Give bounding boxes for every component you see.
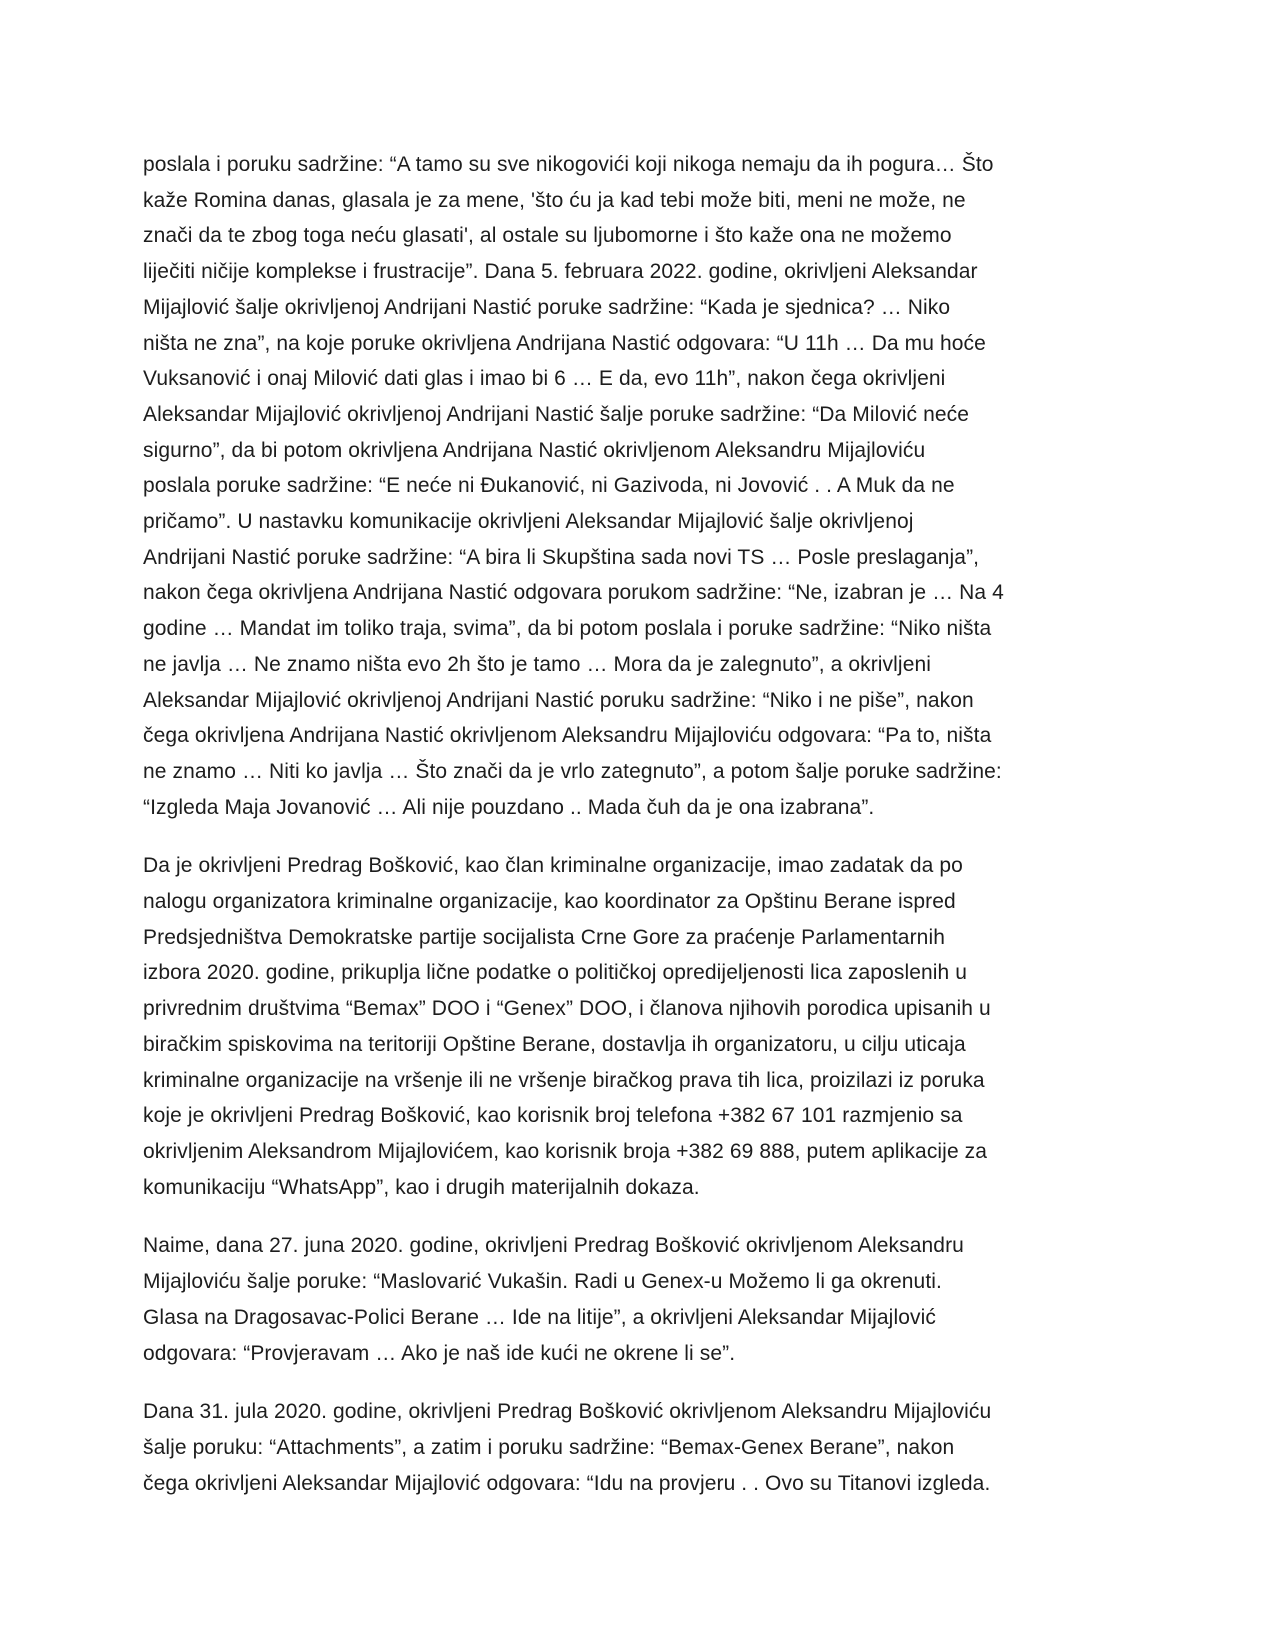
text-line: Andrijani Nastić poruke sadržine: “A bira li Skupština sada novi TS … Posle preslaganja”, <box>143 545 980 569</box>
text-line: poslala poruke sadržine: “E neće ni Đukanović, ni Gazivoda, ni Jovović . . A Muk da ne <box>143 474 955 498</box>
paragraph <box>143 848 1128 1205</box>
text-line: ništa ne zna”, na koje poruke okrivljena Andrijana Nastić odgovara: “U 11h … Da mu hoće <box>143 331 986 355</box>
text-line: Mijajlović šalje okrivljenoj Andrijani Nastić poruke sadržine: “Kada je sjednica? … Niko <box>143 295 951 319</box>
text-line: kriminalne organizacije na vršenje ili ne vršenje biračkog prava tih lica, proizilazi iz poruka <box>143 1068 985 1092</box>
text-line: ne javlja … Ne znamo ništa evo 2h što je tamo … Mora da je zalegnuto”, a okrivljeni <box>143 652 932 676</box>
text-line: kaže Romina danas, glasala je za mene, 'što ću ja kad tebi može biti, meni ne može, ne <box>143 188 966 212</box>
text-line: ne znamo … Niti ko javlja … Što znači da je vrlo zategnuto”, a potom šalje poruke sadržine: <box>143 759 1002 783</box>
text-line: Glasa na Dragosavac-Polici Berane … Ide na litije”, a okrivljeni Aleksandar Mijajlović <box>143 1305 936 1329</box>
text-line: Dana 31. jula 2020. godine, okrivljeni Predrag Bošković okrivljenom Aleksandru Mijajloviću <box>143 1400 992 1424</box>
text-line: Mijajloviću šalje poruke: “Maslovarić Vukašin. Radi u Genex-u Možemo li ga okrenuti. <box>143 1270 942 1294</box>
text-line: nalogu organizatora kriminalne organizacije, kao koordinator za Opštinu Berane ispred <box>143 890 956 914</box>
text-line: Vuksanović i onaj Milović dati glas i imao bi 6 … E da, evo 11h”, nakon čega okrivljeni <box>143 367 946 391</box>
paragraph <box>143 1394 1128 1501</box>
text-line: Predsjedništva Demokratske partije socijalista Crne Gore za praćenje Parlamentarnih <box>143 925 945 949</box>
text-line: biračkim spiskovima na teritoriji Opštine Berane, dostavlja ih organizatoru, u cilju uticaja <box>143 1032 966 1056</box>
text-line: Aleksandar Mijajlović okrivljenoj Andrijani Nastić poruku sadržine: “Niko i ne piše”, nakon <box>143 688 974 712</box>
text-line: Aleksandar Mijajlović okrivljenoj Andrijani Nastić šalje poruke sadržine: “Da Milović neće <box>143 402 970 426</box>
text-line: privrednim društvima “Bemax” DOO i “Genex” DOO, i članova njihovih porodica upisanih u <box>143 997 991 1021</box>
text-line: godine … Mandat im toliko traja, svima”, da bi potom poslala i poruke sadržine: “Niko ništa <box>143 617 992 641</box>
paragraph <box>143 147 1128 825</box>
document-text <box>143 147 1128 1524</box>
paragraph <box>143 1228 1128 1371</box>
text-line: Da je okrivljeni Predrag Bošković, kao član kriminalne organizacije, imao zadatak da po <box>143 854 963 878</box>
text-line: čega okrivljeni Aleksandar Mijajlović odgovara: “Idu na provjeru . . Ovo su Titanovi izgleda. <box>143 1471 991 1495</box>
text-line: odgovara: “Provjeravam … Ako je naš ide kući ne okrene li se”. <box>143 1341 736 1365</box>
text-line: znači da te zbog toga neću glasati', al ostale su ljubomorne i što kaže ona ne možemo <box>143 224 952 248</box>
text-line: liječiti ničije komplekse i frustracije”. Dana 5. februara 2022. godine, okrivljeni Aleksandar <box>143 260 978 284</box>
text-line: poslala i poruku sadržine: “A tamo su sve nikogovići koji nikoga nemaju da ih pogura… Što <box>143 153 994 176</box>
text-line: sigurno”, da bi potom okrivljena Andrijana Nastić okrivljenom Aleksandru Mijajloviću <box>143 438 926 462</box>
text-line: Naime, dana 27. juna 2020. godine, okrivljeni Predrag Bošković okrivljenom Aleksandru <box>143 1234 964 1258</box>
text-line: čega okrivljena Andrijana Nastić okrivljenom Aleksandru Mijajloviću odgovara: “Pa to, ništa <box>143 724 992 748</box>
text-line: šalje poruku: “Attachments”, a zatim i poruku sadržine: “Bemax-Genex Berane”, nakon <box>143 1435 955 1459</box>
text-line: izbora 2020. godine, prikuplja lične podatke o političkoj opredijeljenosti lica zaposlenih u <box>143 961 968 985</box>
text-line: nakon čega okrivljena Andrijana Nastić odgovara porukom sadržine: “Ne, izabran je … Na 4 <box>143 581 1004 605</box>
text-line: komunikaciju “WhatsApp”, kao i drugih materijalnih dokaza. <box>143 1175 700 1199</box>
text-line: koje je okrivljeni Predrag Bošković, kao korisnik broj telefona +382 67 101 razmjenio sa <box>143 1104 963 1128</box>
text-line: pričamo”. U nastavku komunikacije okrivljeni Aleksandar Mijajlović šalje okrivljenoj <box>143 510 914 534</box>
text-line: “Izgleda Maja Jovanović … Ali nije pouzdano .. Mada čuh da je ona izabrana”. <box>143 795 875 819</box>
text-line: okrivljenim Aleksandrom Mijajlovićem, kao korisnik broja +382 69 888, putem aplikacije za <box>143 1139 988 1163</box>
